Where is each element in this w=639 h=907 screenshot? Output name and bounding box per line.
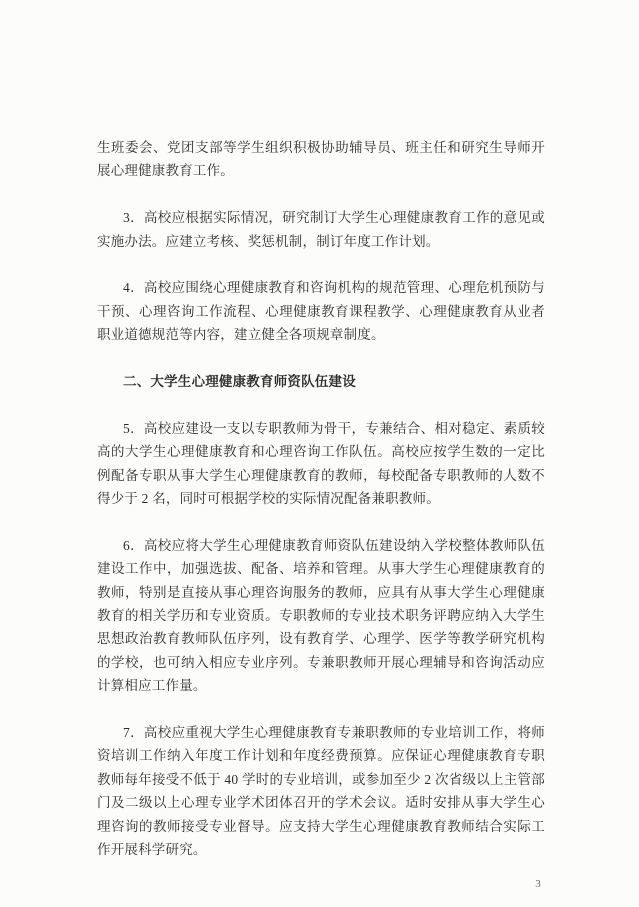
section-heading: 二、大学生心理健康教育师资队伍建设 bbox=[123, 374, 356, 390]
text-block bbox=[97, 136, 545, 885]
paragraph-item-5: 5．高校应建设一支以专职教师为骨干，专兼结合、相对稳定、素质较高的大学生心理健康教育和心理咨询工作队伍。高校应按学生数的一定比例配备专职从事大学生心理健康教育的教师，每校配备专职教师的人数不得少于 2 名，同时可根据学校的实际情况配备兼职教师。 bbox=[97, 420, 545, 507]
paragraph-item-6: 6．高校应将大学生心理健康教育师资队伍建设纳入学校整体教师队伍建设工作中，加强选拔、配备、培养和管理。从事大学生心理健康教育的教师，特别是直接从事心理咨询服务的教师，应具有从事大学生心理健康教育的相关学历和专业资质。专职教师的专业技术职务评聘应纳入大学生思想政治教育教师队伍序列，设有教育学、心理学、医学等教学研究机构的学校，也可纳入相应专业序列。专兼职教师开展心理辅导和咨询活动应计算相应工作量。 bbox=[97, 537, 545, 694]
paragraph-item-7: 7．高校应重视大学生心理健康教育专兼职教师的专业培训工作，将师资培训工作纳入年度工作计划和年度经费预算。应保证心理健康教育专职教师每年接受不低于 40 学时的专业培训，或参加至少 2 次省级以上主管部门及二级以上心理专业学术团体召开的学术会议。适时安排从事大学生心理咨询的教师接受专业督导。应支持大学生心理健康教育教师结合实际工作开展科学研究。 bbox=[97, 725, 545, 858]
paragraph-continuation: 生班委会、党团支部等学生组织积极协助辅导员、班主任和研究生导师开展心理健康教育工作。 bbox=[97, 140, 545, 179]
paragraph-item-4: 4．高校应围绕心理健康教育和咨询机构的规范管理、心理危机预防与干预、心理咨询工作流程、心理健康教育课程教学、心理健康教育从业者职业道德规范等内容，建立健全各项规章制度。 bbox=[97, 280, 545, 343]
page-number: 3 bbox=[535, 878, 541, 890]
paragraph-item-3: 3．高校应根据实际情况，研究制订大学生心理健康教育工作的意见或实施办法。应建立考核、奖惩机制，制订年度工作计划。 bbox=[97, 210, 545, 249]
